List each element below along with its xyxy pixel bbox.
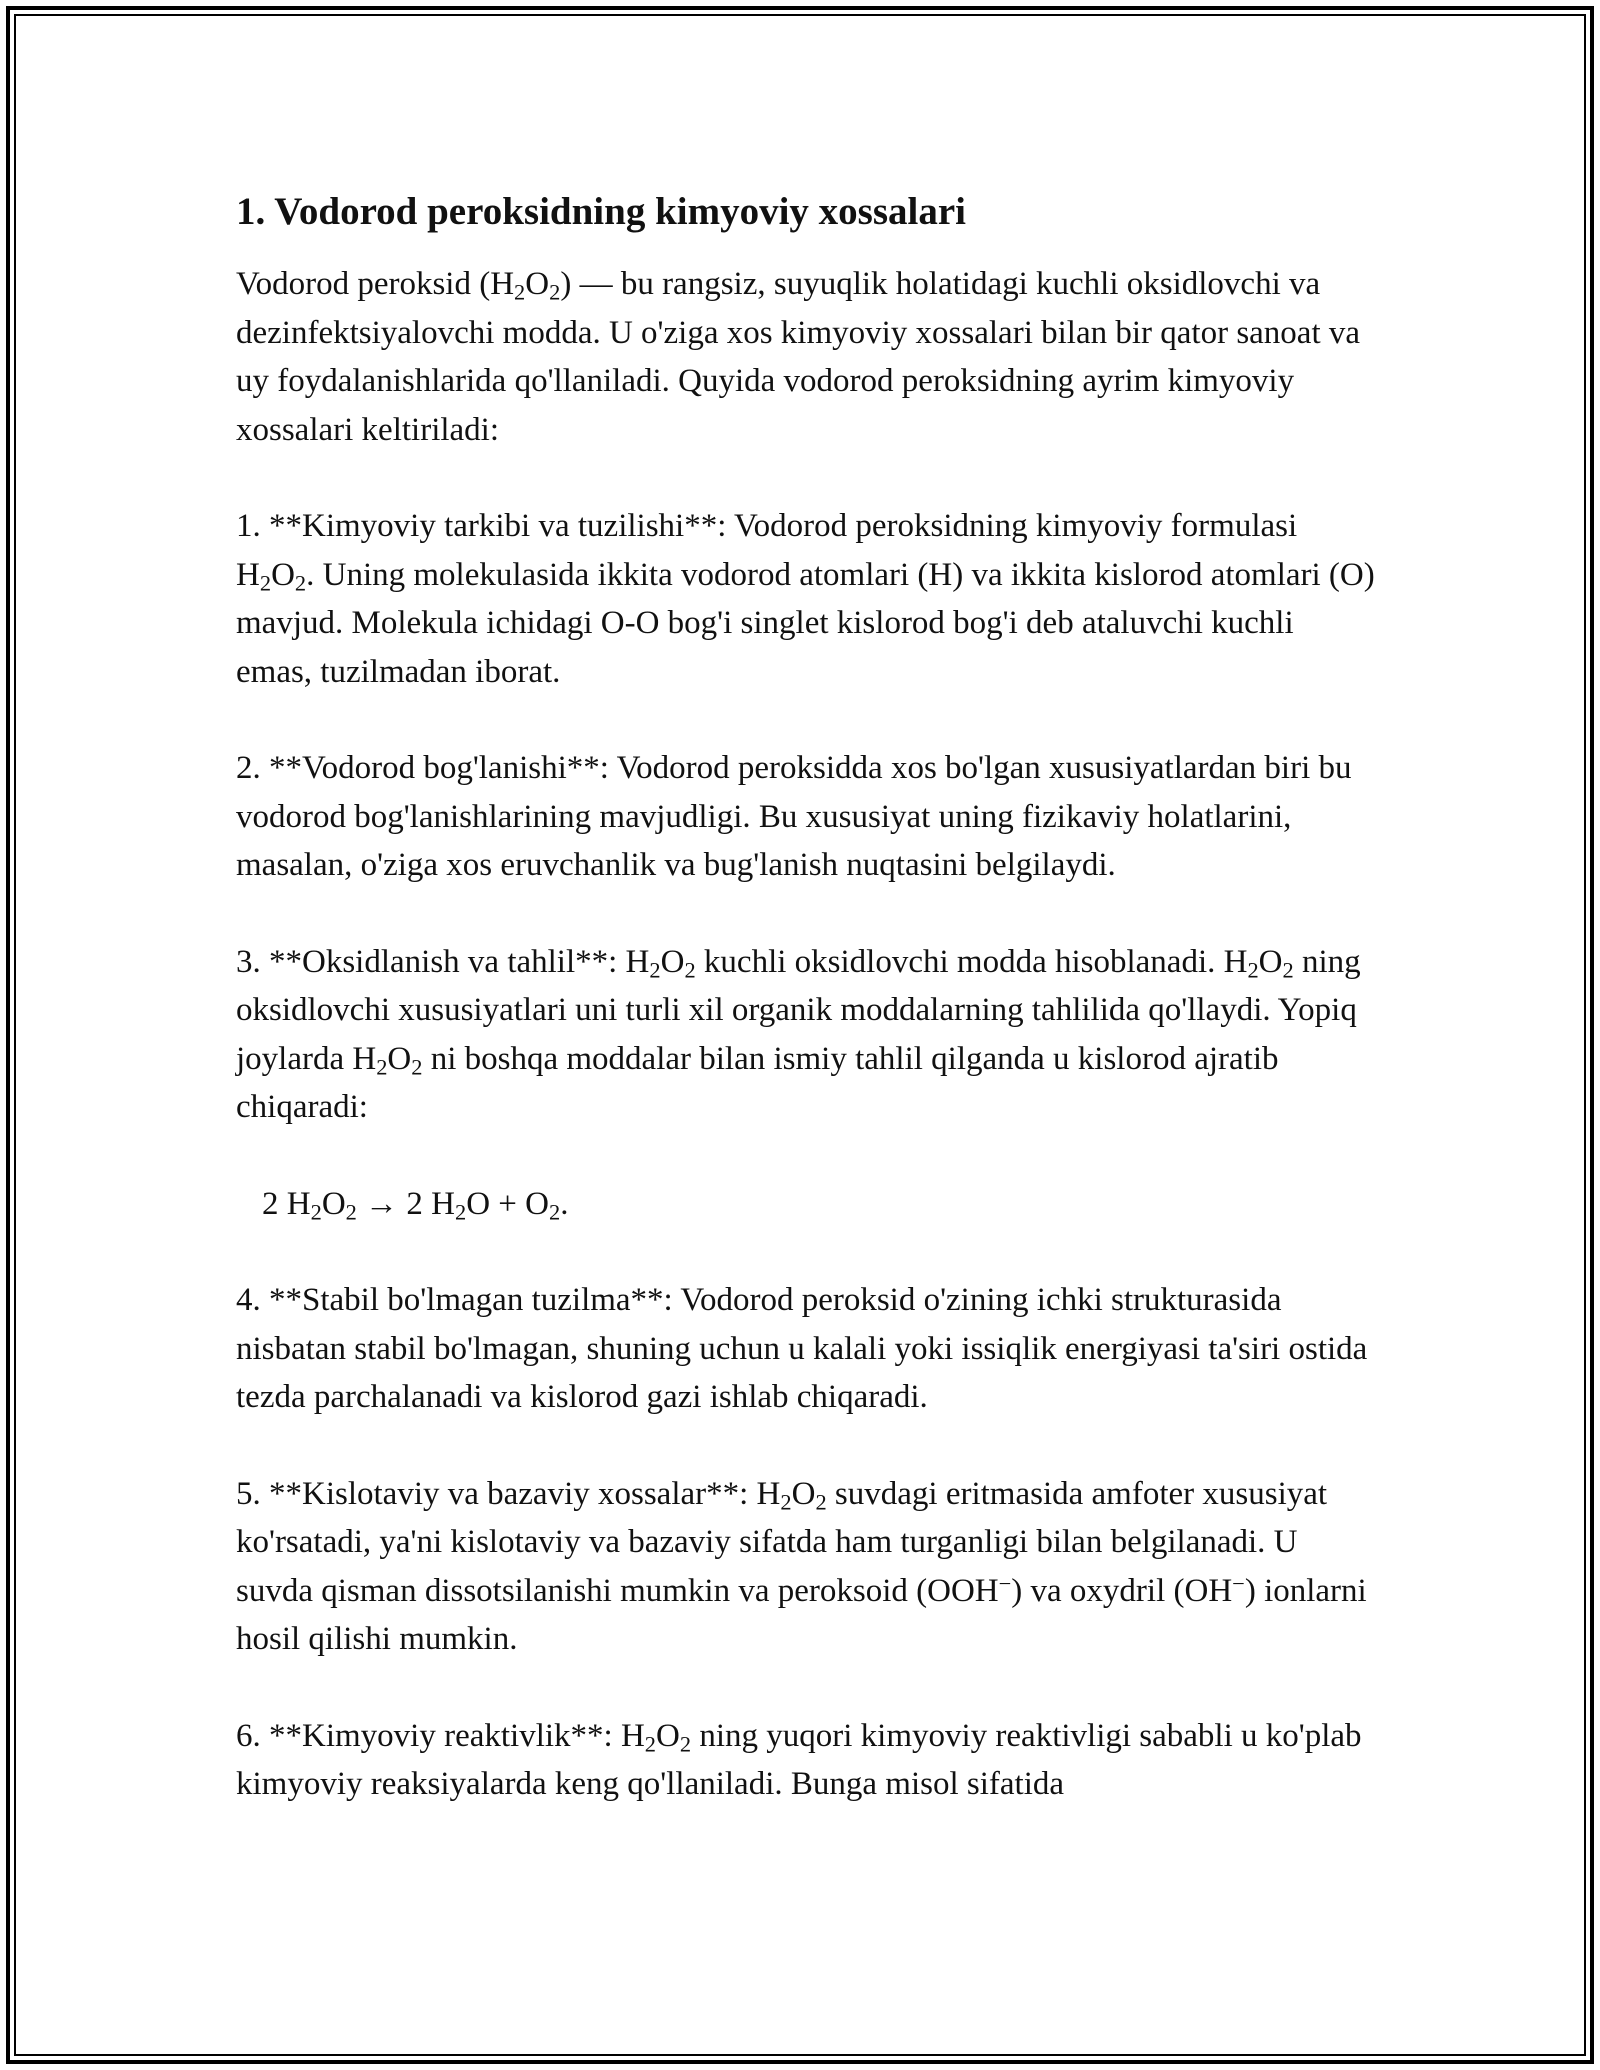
subscript: 2 — [780, 1489, 792, 1515]
subscript: 2 — [376, 1054, 388, 1080]
list-item-6 — [236, 1712, 1376, 1809]
text-run: . Uning molekulasida ikkita vodorod atomlari (H) va ikkita kislorod atomlari (O) mavjud. Molekula ichidagi O-O bog'i singlet kislorod bog'i deb ataluvchi kuchli emas, tuzilmadan iborat. — [236, 556, 1375, 690]
subscript: 2 — [684, 957, 696, 983]
subscript: 2 — [815, 1489, 827, 1515]
intro-paragraph — [236, 260, 1376, 454]
text-run: → 2 H — [356, 1185, 455, 1222]
subscript: 2 — [411, 1054, 423, 1080]
list-item-4: 4. **Stabil bo'lmagan tuzilma**: Vodorod peroksid o'zining ichki strukturasida nisbatan stabil bo'lmagan, shuning uchun u kalali yoki issiqlik energiyasi ta'siri ostida tezda parchalanadi va kislorod gazi ishlab chiqaradi. — [236, 1282, 1368, 1415]
subscript: 2 — [649, 957, 661, 983]
text-run: ni boshqa moddalar bilan ismiy tahlil qilganda u kislorod ajratib chiqaradi: — [236, 1040, 1279, 1125]
text-run: 6. **Kimyoviy reaktivlik**: H — [236, 1717, 645, 1754]
subscript: 2 — [1282, 957, 1294, 983]
list-item-5 — [236, 1470, 1376, 1664]
subscript: 2 — [1247, 957, 1259, 983]
text-run: O — [656, 1717, 680, 1754]
text-run: ) va oxydril (OH — [1011, 1572, 1233, 1609]
text-run: O — [660, 943, 685, 980]
text-run: kuchli oksidlovchi modda hisoblanadi. H — [695, 943, 1248, 980]
text-run: O — [525, 266, 550, 302]
subscript: 2 — [644, 1731, 657, 1757]
document-body — [236, 186, 1376, 1857]
text-run: 1. **Kimyoviy tarkibi va tuzilishi**: Vodorod peroksidning kimyoviy formulasi H — [236, 508, 1298, 593]
chemical-equation — [262, 1180, 1376, 1229]
text-run: suvdagi eritmasida amfoter xususiyat ko'rsatadi, ya'ni kislotaviy va bazaviy sifatda ham turganligi bilan belgilanadi. U suvda qisman dissotsilanishi mumkin va peroksoid (OOH — [236, 1475, 1328, 1609]
text-run: ning yuqori kimyoviy reaktivligi sababli u ko'plab kimyoviy reaksiyalarda keng qo'llaniladi. Bunga misol sifatida — [236, 1717, 1362, 1802]
superscript: − — [1232, 1570, 1245, 1596]
subscript: 2 — [548, 1199, 561, 1225]
text-run: 2 H — [262, 1185, 311, 1222]
text-run: ) ionlarni hosil qilishi mumkin. — [236, 1572, 1367, 1657]
subscript: 2 — [454, 1199, 467, 1225]
text-run: O — [271, 556, 295, 593]
subscript: 2 — [310, 1199, 322, 1225]
subscript: 2 — [345, 1199, 357, 1225]
text-run: O — [321, 1185, 346, 1222]
list-item-3 — [236, 938, 1376, 1132]
section-title: 1. Vodorod peroksidning kimyoviy xossalari — [236, 190, 967, 233]
text-run: O — [1258, 943, 1283, 980]
text-run: ) — bu rangsiz, suyuqlik holatidagi kuchli oksidlovchi va dezinfektsiyalovchi modda. U o'ziga xos kimyoviy xossalari bilan bir qator sanoat va uy foydalanishlarida qo'llaniladi. Quyida vodorod peroksidning ayrim kimyoviy xossalari keltiriladi: — [236, 266, 1361, 448]
text-run: O — [791, 1475, 816, 1512]
text-run: 5. **Kislotaviy va bazaviy xossalar**: H — [236, 1475, 781, 1512]
text-run: ning oksidlovchi xususiyatlari uni turli xil organik moddalarning tahlilida qo'llaydi. Yopiq joylarda H — [236, 943, 1361, 1077]
text-run: Vodorod peroksid (H — [236, 266, 515, 302]
subscript: 2 — [679, 1731, 692, 1757]
text-run: O + O — [466, 1185, 549, 1222]
list-item-2: 2. **Vodorod bog'lanishi**: Vodorod peroksidda xos bo'lgan xususiyatlardan biri bu vodorod bog'lanishlarining mavjudligi. Bu xususiyat uning fizikaviy holatlarini, masalan, o'ziga xos eruvchanlik va bug'lanish nuqtasini belgilaydi. — [236, 750, 1352, 883]
superscript: − — [998, 1570, 1012, 1596]
text-run: . — [560, 1185, 569, 1222]
subscript: 2 — [259, 570, 272, 596]
subscript: 2 — [549, 279, 561, 305]
text-run: 3. **Oksidlanish va tahlil**: H — [236, 943, 650, 980]
list-item-1 — [236, 502, 1376, 696]
text-run: O — [387, 1040, 412, 1077]
subscript: 2 — [514, 279, 526, 305]
subscript: 2 — [294, 570, 307, 596]
